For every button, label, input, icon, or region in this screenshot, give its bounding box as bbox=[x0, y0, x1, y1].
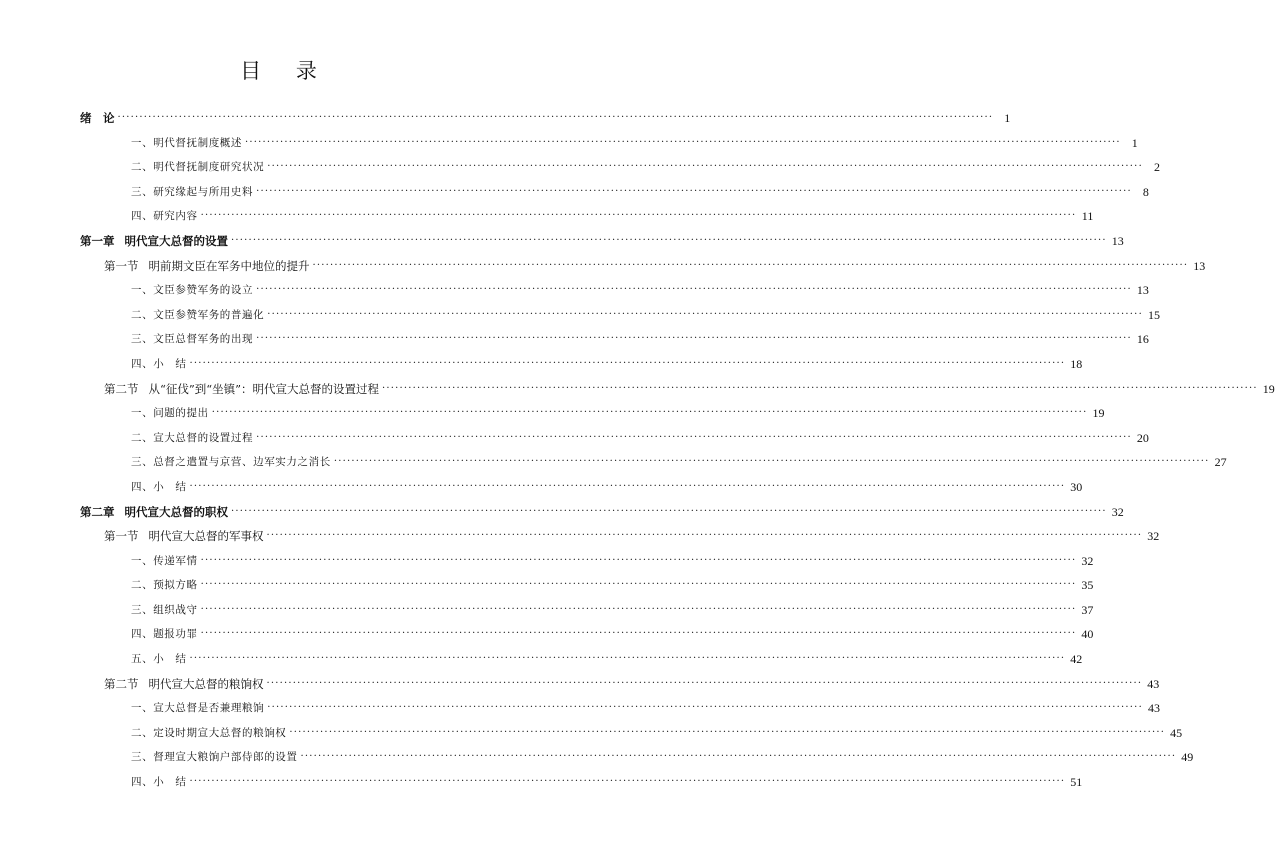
toc-entry-label bbox=[80, 229, 228, 254]
toc-entry-label bbox=[131, 549, 198, 574]
toc-subsection-entry bbox=[0, 647, 1083, 672]
dot-leader: ········································································································································································································ bbox=[200, 210, 1077, 222]
toc-page-number: 2 bbox=[1153, 160, 1160, 175]
toc-entry-label bbox=[131, 647, 187, 672]
toc-subsection-entry bbox=[0, 450, 1227, 475]
toc-entry-text: 四、小 结 bbox=[131, 776, 187, 789]
toc-page-number: 11 bbox=[1081, 209, 1094, 224]
toc-page-number: 13 bbox=[1111, 233, 1124, 248]
toc-entry-text: 从“征伐”到“坐镇”：明代宣大总督的设置过程 bbox=[148, 381, 380, 396]
dot-leader: ········································································································································································································ bbox=[117, 112, 994, 123]
toc-entry-label bbox=[131, 204, 198, 229]
toc-subsection-entry bbox=[0, 204, 1094, 229]
toc-page-number: 35 bbox=[1081, 578, 1094, 593]
dot-leader: ········································································································································································································ bbox=[256, 333, 1132, 345]
toc-entry-text: 二、文臣参赞军务的普遍化 bbox=[131, 308, 265, 321]
toc-entry-text: 明代宣大总督的设置 bbox=[124, 233, 228, 248]
toc-entry-text: 明前期文臣在军务中地位的提升 bbox=[148, 258, 310, 273]
toc-entry-number: 第一节 bbox=[104, 258, 139, 273]
toc-entry-label bbox=[131, 155, 264, 180]
dot-leader: ········································································································································································································ bbox=[266, 677, 1143, 689]
toc-entry-text: 一、问题的提出 bbox=[131, 407, 209, 420]
toc-page-number: 19 bbox=[1262, 381, 1275, 396]
toc-subsection-entry bbox=[0, 327, 1149, 352]
toc-page-number: 37 bbox=[1081, 602, 1094, 617]
toc-entry-text: 三、总督之遣置与京营、边军实力之消长 bbox=[131, 456, 331, 469]
toc-page-number: 13 bbox=[1193, 258, 1206, 273]
toc-subsection-entry bbox=[0, 721, 1183, 746]
toc-entry-text: 三、研究缘起与所用史料 bbox=[131, 185, 254, 198]
dot-leader: ········································································································································································································ bbox=[200, 554, 1077, 566]
dot-leader: ········································································································································································································ bbox=[256, 284, 1132, 296]
dot-leader: ········································································································································································································ bbox=[189, 480, 1066, 492]
toc-entry-text: 四、小 结 bbox=[131, 357, 187, 370]
toc-subsection-entry bbox=[0, 573, 1094, 598]
toc-subsection-entry bbox=[0, 278, 1149, 303]
dot-leader: ········································································································································································································ bbox=[267, 161, 1143, 173]
dot-leader: ········································································································································································································ bbox=[312, 259, 1189, 271]
toc-entry-text: 五、小 结 bbox=[131, 653, 187, 666]
toc-entry-label bbox=[131, 401, 209, 426]
dot-leader: ········································································································································································································ bbox=[266, 530, 1143, 542]
toc-page-number: 13 bbox=[1136, 283, 1149, 298]
toc-chapter-entry bbox=[0, 500, 1124, 525]
toc-page-number: 43 bbox=[1147, 701, 1160, 716]
toc-page-number: 20 bbox=[1136, 430, 1149, 445]
dot-leader: ········································································································································································································ bbox=[256, 431, 1132, 443]
dot-leader: ········································································································································································································ bbox=[231, 234, 1107, 246]
toc-entry-number: 第一章 bbox=[80, 233, 115, 248]
toc-entry-label bbox=[131, 573, 198, 598]
toc-section-entry bbox=[0, 254, 1206, 279]
toc-entry-label bbox=[80, 106, 115, 131]
toc-entry-text: 四、研究内容 bbox=[131, 210, 198, 223]
toc-page-number: 32 bbox=[1081, 553, 1094, 568]
toc-page-number: 8 bbox=[1142, 184, 1149, 199]
toc-entry-text: 四、小 结 bbox=[131, 480, 187, 493]
table-of-contents bbox=[0, 106, 1275, 795]
toc-entry-text: 二、宣大总督的设置过程 bbox=[131, 431, 254, 444]
page-title: 目 录 bbox=[240, 59, 331, 83]
toc-subsection-entry bbox=[0, 303, 1160, 328]
toc-subsection-entry bbox=[0, 426, 1149, 451]
toc-entry-label bbox=[131, 303, 264, 328]
toc-chapter-entry bbox=[0, 106, 1011, 131]
toc-entry-text: 三、文臣总督军务的出现 bbox=[131, 333, 254, 346]
dot-leader: ········································································································································································································ bbox=[200, 579, 1077, 591]
toc-subsection-entry bbox=[0, 180, 1149, 205]
toc-entry-label bbox=[131, 696, 264, 721]
toc-entry-text: 一、文臣参赞军务的设立 bbox=[131, 284, 254, 297]
toc-page-number: 40 bbox=[1081, 627, 1094, 642]
dot-leader: ········································································································································································································ bbox=[333, 456, 1210, 468]
toc-subsection-entry bbox=[0, 401, 1105, 426]
toc-entry-label bbox=[131, 426, 253, 451]
toc-subsection-entry bbox=[0, 352, 1083, 377]
toc-subsection-entry bbox=[0, 131, 1138, 156]
toc-entry-label bbox=[131, 352, 187, 377]
toc-subsection-entry bbox=[0, 745, 1194, 770]
toc-entry-text: 明代宣大总督的军事权 bbox=[148, 529, 264, 544]
toc-page-number: 45 bbox=[1170, 725, 1183, 740]
dot-leader: ········································································································································································································ bbox=[200, 628, 1077, 640]
toc-entry-text: 二、预拟方略 bbox=[131, 579, 198, 592]
toc-page-number: 15 bbox=[1147, 307, 1160, 322]
toc-section-entry bbox=[0, 377, 1275, 402]
toc-page-number: 18 bbox=[1070, 356, 1083, 371]
dot-leader: ········································································································································································································ bbox=[267, 308, 1143, 320]
toc-entry-text: 三、组织战守 bbox=[131, 603, 198, 616]
toc-entry-label bbox=[131, 770, 187, 795]
toc-subsection-entry bbox=[0, 622, 1094, 647]
dot-leader: ········································································································································································································ bbox=[189, 776, 1066, 788]
toc-entry-text: 四、题报功罪 bbox=[131, 628, 198, 641]
toc-entry-text: 绪 论 bbox=[80, 111, 115, 125]
toc-entry-text: 一、明代督抚制度概述 bbox=[131, 136, 242, 149]
toc-entry-text: 一、宣大总督是否兼理粮饷 bbox=[131, 702, 265, 715]
toc-page-number: 1 bbox=[1131, 135, 1138, 150]
toc-entry-text: 一、传递军情 bbox=[131, 554, 198, 567]
toc-subsection-entry bbox=[0, 475, 1083, 500]
toc-entry-label bbox=[104, 254, 310, 279]
toc-page-number: 43 bbox=[1147, 676, 1160, 691]
toc-entry-label bbox=[131, 450, 331, 475]
toc-page-number: 49 bbox=[1181, 750, 1194, 765]
toc-entry-text: 二、定设时期宣大总督的粮饷权 bbox=[131, 726, 287, 739]
toc-entry-label bbox=[104, 377, 379, 402]
toc-page-number: 27 bbox=[1214, 455, 1227, 470]
toc-chapter-entry bbox=[0, 229, 1124, 254]
toc-subsection-entry bbox=[0, 549, 1094, 574]
toc-entry-label bbox=[131, 598, 198, 623]
toc-page-number: 32 bbox=[1111, 504, 1124, 519]
toc-subsection-entry bbox=[0, 696, 1160, 721]
toc-entry-label bbox=[80, 500, 228, 525]
dot-leader: ········································································································································································································ bbox=[267, 702, 1143, 714]
toc-entry-label bbox=[131, 475, 187, 500]
toc-page-number: 1 bbox=[1004, 111, 1011, 125]
toc-page-number: 32 bbox=[1147, 529, 1160, 544]
dot-leader: ········································································································································································································ bbox=[189, 357, 1066, 369]
toc-entry-text: 明代宣大总督的粮饷权 bbox=[148, 676, 264, 691]
toc-entry-text: 明代宣大总督的职权 bbox=[124, 504, 228, 519]
dot-leader: ········································································································································································································ bbox=[289, 726, 1166, 738]
toc-subsection-entry bbox=[0, 598, 1094, 623]
toc-entry-label bbox=[104, 672, 264, 697]
toc-entry-label bbox=[131, 131, 242, 156]
toc-entry-text: 三、督理宣大粮饷户部侍郎的设置 bbox=[131, 751, 298, 764]
dot-leader: ········································································································································································································ bbox=[189, 653, 1066, 665]
toc-entry-number: 第一节 bbox=[104, 529, 139, 544]
dot-leader: ········································································································································································································ bbox=[245, 136, 1121, 148]
toc-page-number: 42 bbox=[1070, 652, 1083, 667]
dot-leader: ········································································································································································································ bbox=[200, 603, 1077, 615]
toc-page-number: 16 bbox=[1136, 332, 1149, 347]
toc-entry-label bbox=[131, 327, 253, 352]
toc-entry-label bbox=[131, 721, 286, 746]
toc-subsection-entry bbox=[0, 770, 1083, 795]
toc-page-number: 30 bbox=[1070, 479, 1083, 494]
toc-entry-label bbox=[131, 180, 253, 205]
toc-page-number: 19 bbox=[1092, 406, 1105, 421]
toc-entry-label bbox=[131, 278, 253, 303]
dot-leader: ········································································································································································································ bbox=[256, 185, 1132, 197]
toc-entry-label bbox=[104, 524, 264, 549]
toc-section-entry bbox=[0, 524, 1160, 549]
toc-entry-label bbox=[131, 622, 198, 647]
toc-subsection-entry bbox=[0, 155, 1160, 180]
dot-leader: ········································································································································································································ bbox=[382, 382, 1258, 394]
toc-entry-number: 第二节 bbox=[104, 381, 139, 396]
toc-entry-number: 第二节 bbox=[104, 676, 139, 691]
dot-leader: ········································································································································································································ bbox=[300, 751, 1177, 763]
toc-entry-number: 第二章 bbox=[80, 504, 115, 519]
toc-entry-text: 二、明代督抚制度研究状况 bbox=[131, 161, 265, 174]
dot-leader: ········································································································································································································ bbox=[211, 407, 1088, 419]
dot-leader: ········································································································································································································ bbox=[231, 505, 1107, 517]
toc-section-entry bbox=[0, 672, 1160, 697]
toc-page-number: 51 bbox=[1070, 775, 1083, 790]
toc-entry-label bbox=[131, 745, 298, 770]
